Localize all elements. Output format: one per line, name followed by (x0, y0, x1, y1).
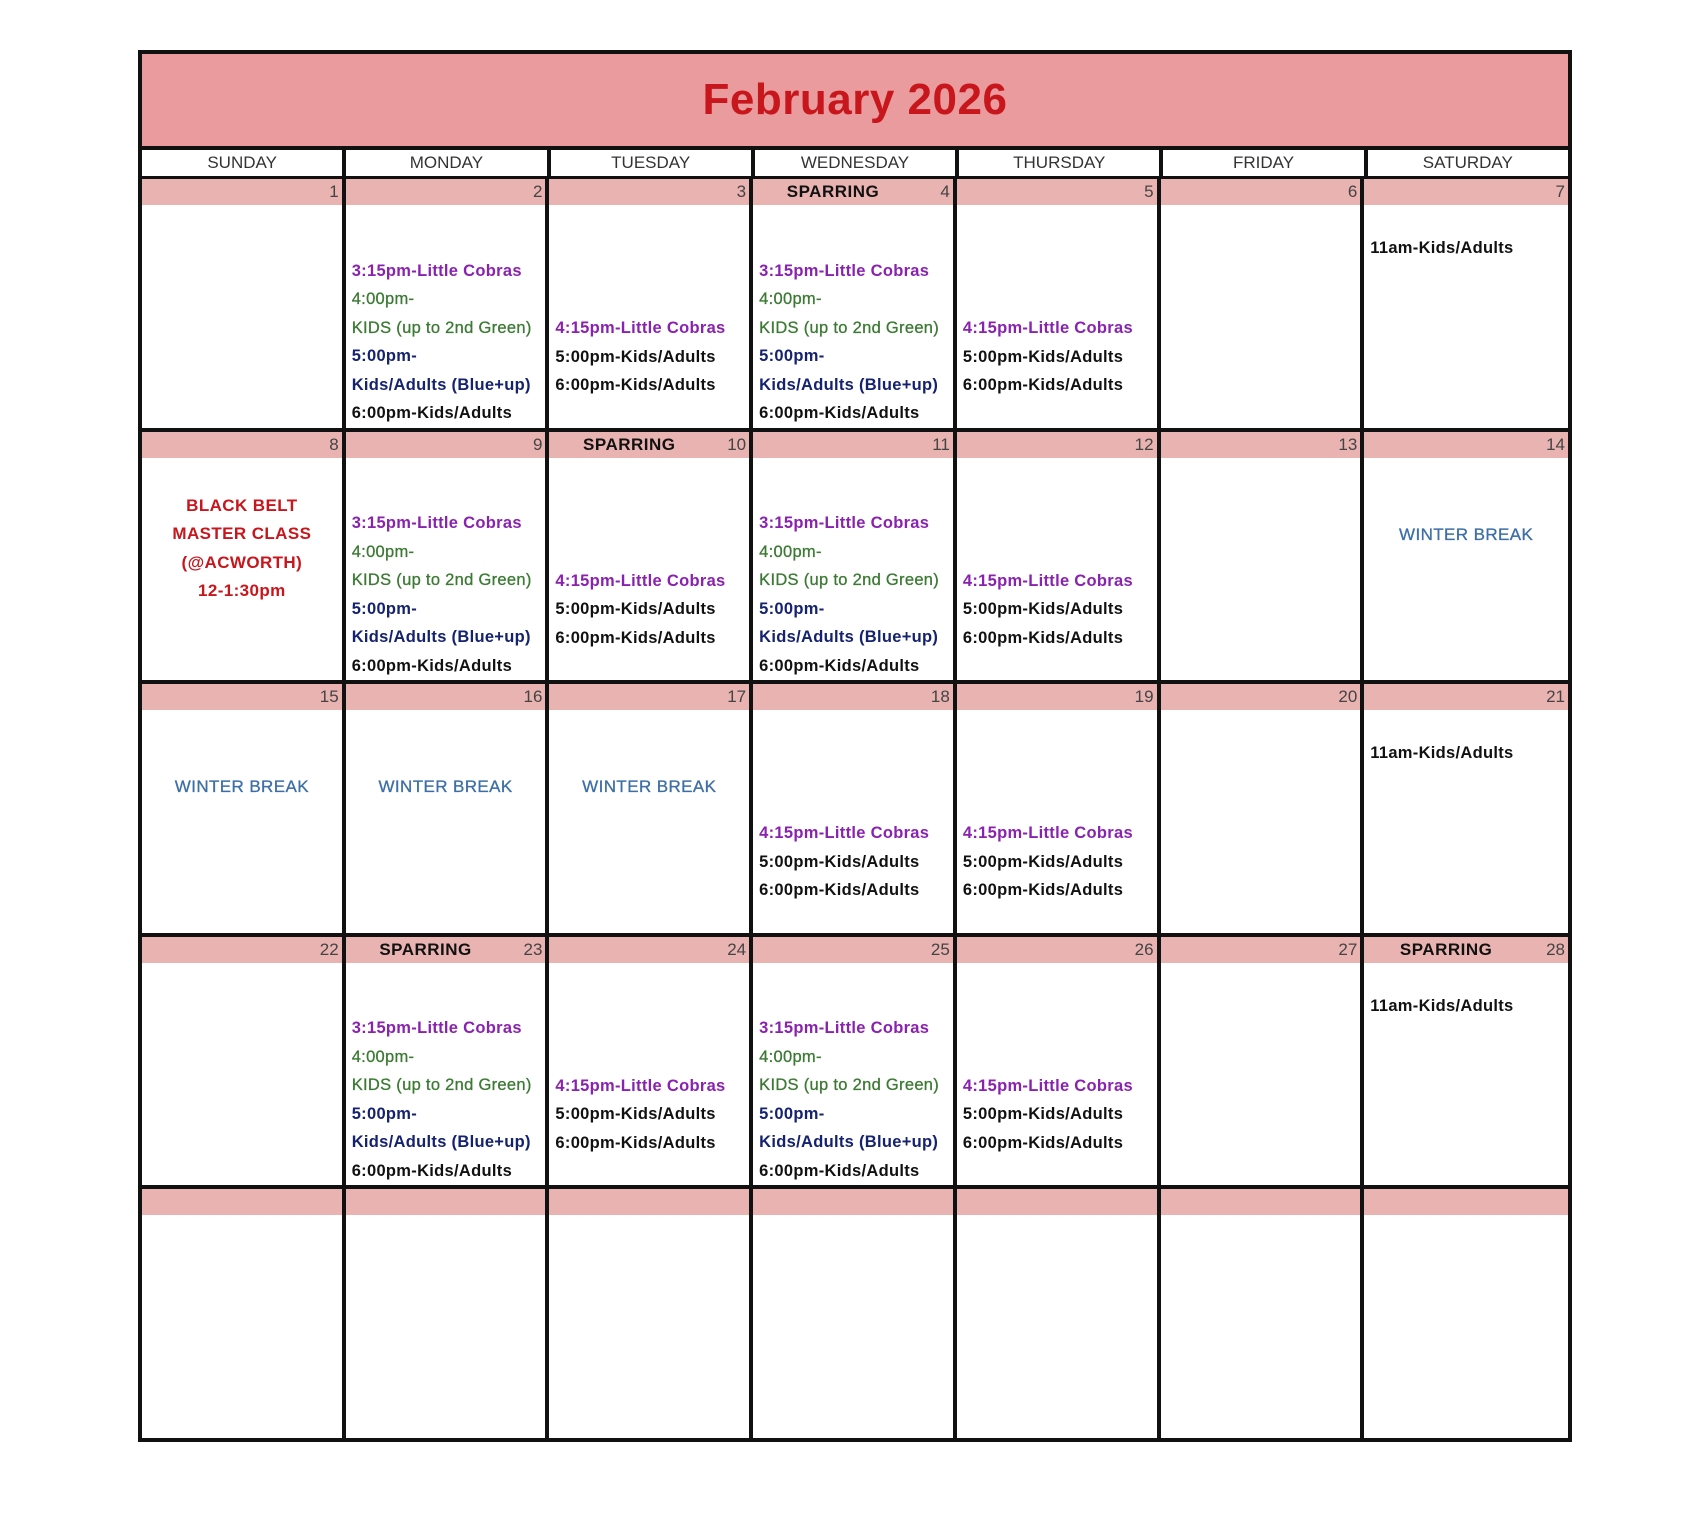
day-number: 27 (1338, 939, 1358, 959)
event-list (963, 314, 1153, 400)
day-number: 15 (319, 687, 339, 707)
calendar-title: February 2026 (702, 75, 1008, 124)
event-kids-adults-600: 6:00pm-Kids/Adults (351, 404, 513, 423)
day-cell-1 (142, 179, 346, 432)
day-cell-14 (1364, 432, 1568, 685)
winter-break-note: WINTER BREAK (582, 777, 717, 797)
day-cell-21 (1364, 684, 1568, 937)
event-kids-adults-600: 6:00pm-Kids/Adults (555, 1133, 716, 1152)
day-cell-27 (1161, 937, 1365, 1190)
event-kids-400-detail: KIDS (up to 2nd Green) (351, 571, 532, 590)
day-cell-20 (1161, 684, 1365, 937)
event-list (963, 819, 1153, 905)
event-list (555, 567, 745, 653)
event-kids-adults-600: 6:00pm-Kids/Adults (555, 628, 716, 647)
day-cell-4 (753, 179, 957, 432)
day-header (753, 432, 953, 458)
day-header (142, 1189, 342, 1215)
day-header (549, 179, 749, 205)
weekday-friday: FRIDAY (1163, 150, 1367, 176)
day-cell-3 (549, 179, 753, 432)
day-cell-24 (549, 937, 753, 1190)
event-little-cobras-315: 3:15pm-Little Cobras (351, 261, 522, 280)
empty-day-cell (753, 1189, 957, 1442)
day-cell-26 (957, 937, 1161, 1190)
sparring-tag: SPARRING (1399, 939, 1493, 959)
weekday-wednesday: WEDNESDAY (755, 150, 959, 176)
day-cell-8 (142, 432, 346, 685)
event-kids-400-detail: KIDS (up to 2nd Green) (759, 571, 940, 590)
event-kids-400-detail: KIDS (up to 2nd Green) (351, 1076, 532, 1095)
day-header (753, 937, 953, 963)
event-blue-500-detail: Kids/Adults (Blue+up) (351, 1133, 531, 1152)
event-little-cobras-315: 3:15pm-Little Cobras (759, 514, 930, 533)
event-kids-adults-600: 6:00pm-Kids/Adults (962, 376, 1124, 395)
day-header (1161, 179, 1361, 205)
empty-day-cell (1364, 1189, 1568, 1442)
day-header (1364, 432, 1568, 458)
day-header (957, 179, 1157, 205)
weekday-sunday: SUNDAY (142, 150, 346, 176)
day-header (1364, 684, 1568, 710)
calendar (138, 50, 1572, 1442)
event-little-cobras-415: 4:15pm-Little Cobras (962, 824, 1133, 843)
event-kids-400-detail: KIDS (up to 2nd Green) (351, 318, 532, 337)
event-little-cobras-315: 3:15pm-Little Cobras (351, 514, 522, 533)
event-kids-adults-600: 6:00pm-Kids/Adults (759, 404, 920, 423)
weekday-saturday: SATURDAY (1422, 153, 1513, 172)
day-header (142, 937, 342, 963)
day-number: 8 (329, 434, 339, 454)
event-list (555, 314, 745, 400)
day-header (549, 684, 749, 710)
day-cell-23 (346, 937, 550, 1190)
event-kids-400-detail: KIDS (up to 2nd Green) (759, 318, 940, 337)
event-list (352, 257, 542, 428)
day-cell-15 (142, 684, 346, 937)
event-blue-500: 5:00pm- (759, 1104, 825, 1123)
sparring-tag: SPARRING (786, 182, 880, 201)
day-number: 16 (523, 687, 543, 707)
event-list (759, 257, 949, 428)
event-little-cobras-415: 4:15pm-Little Cobras (555, 319, 726, 338)
bb-line-2: MASTER CLASS (172, 524, 312, 544)
event-kids-adults-500: 5:00pm-Kids/Adults (555, 347, 716, 366)
event-blue-500-detail: Kids/Adults (Blue+up) (351, 628, 531, 647)
event-kids-adults-500: 5:00pm-Kids/Adults (962, 347, 1124, 366)
day-cell-28 (1364, 937, 1568, 1190)
event-kids-adults-600: 6:00pm-Kids/Adults (759, 881, 920, 900)
day-header (142, 684, 342, 710)
event-blue-500: 5:00pm- (759, 599, 825, 618)
day-number: 28 (1546, 939, 1565, 959)
event-kids-adults-600: 6:00pm-Kids/Adults (351, 1161, 513, 1180)
event-blue-500-detail: Kids/Adults (Blue+up) (759, 375, 939, 394)
winter-break-note: WINTER BREAK (378, 777, 513, 797)
weekday-tuesday: TUESDAY (551, 150, 755, 176)
event-list (352, 509, 542, 680)
event-kids-400: 4:00pm- (759, 1047, 822, 1066)
day-header (957, 684, 1157, 710)
empty-day-cell (549, 1189, 753, 1442)
event-sat-11am: 11am-Kids/Adults (1370, 996, 1514, 1015)
day-cell-2 (346, 179, 550, 432)
day-number: 24 (727, 939, 747, 959)
event-kids-adults-600: 6:00pm-Kids/Adults (962, 1133, 1124, 1152)
calendar-grid (142, 179, 1568, 1442)
event-kids-adults-600: 6:00pm-Kids/Adults (759, 1161, 920, 1180)
empty-day-cell (1161, 1189, 1365, 1442)
day-cell-25 (753, 937, 957, 1190)
event-little-cobras-315: 3:15pm-Little Cobras (351, 1019, 522, 1038)
event-blue-500-detail: Kids/Adults (Blue+up) (759, 628, 939, 647)
event-kids-adults-500: 5:00pm-Kids/Adults (759, 852, 920, 871)
event-little-cobras-315: 3:15pm-Little Cobras (759, 1019, 930, 1038)
event-list (963, 1072, 1153, 1158)
day-header (549, 1189, 749, 1215)
day-header (142, 179, 342, 205)
day-number: 14 (1546, 434, 1565, 454)
day-header (957, 432, 1157, 458)
day-cell-13 (1161, 432, 1365, 685)
event-little-cobras-415: 4:15pm-Little Cobras (759, 824, 930, 843)
day-header (346, 432, 546, 458)
empty-day-cell (346, 1189, 550, 1442)
event-blue-500-detail: Kids/Adults (Blue+up) (351, 375, 531, 394)
day-number: 21 (1546, 687, 1565, 707)
day-number: 20 (1338, 687, 1358, 707)
event-little-cobras-415: 4:15pm-Little Cobras (555, 1076, 726, 1095)
day-header (346, 1189, 546, 1215)
weekday-thursday: THURSDAY (959, 150, 1163, 176)
day-number: 6 (1347, 182, 1358, 201)
day-header (1161, 684, 1361, 710)
event-kids-adults-600: 6:00pm-Kids/Adults (351, 656, 513, 675)
day-cell-10 (549, 432, 753, 685)
day-header (346, 684, 546, 710)
event-kids-adults-600: 6:00pm-Kids/Adults (962, 881, 1124, 900)
bb-line-3: (@ACWORTH) (181, 552, 303, 572)
weekday-monday: MONDAY (346, 150, 550, 176)
day-header (549, 937, 749, 963)
winter-break-note: WINTER BREAK (174, 777, 309, 797)
day-header (753, 1189, 953, 1215)
event-little-cobras-315: 3:15pm-Little Cobras (759, 261, 930, 280)
day-header (346, 179, 546, 205)
day-number: 22 (319, 939, 339, 959)
day-cell-19 (957, 684, 1161, 937)
event-kids-adults-600: 6:00pm-Kids/Adults (555, 376, 716, 395)
day-cell-9 (346, 432, 550, 685)
weekday-header-row (142, 150, 1568, 179)
day-number: 2 (532, 182, 543, 201)
event-sat-11am: 11am-Kids/Adults (1370, 239, 1514, 257)
event-kids-adults-500: 5:00pm-Kids/Adults (962, 600, 1124, 619)
day-cell-6 (1161, 179, 1365, 432)
day-number: 3 (736, 182, 747, 201)
event-kids-adults-600: 6:00pm-Kids/Adults (962, 628, 1124, 647)
day-cell-5 (957, 179, 1161, 432)
event-list (555, 1072, 745, 1158)
sparring-tag: SPARRING (379, 939, 472, 959)
day-number: 11 (932, 434, 950, 454)
event-list (759, 1014, 949, 1185)
day-cell-17 (549, 684, 753, 937)
event-list (759, 819, 949, 905)
event-kids-adults-500: 5:00pm-Kids/Adults (962, 1105, 1124, 1124)
day-cell-7 (1364, 179, 1568, 432)
day-cell-22 (142, 937, 346, 1190)
event-kids-adults-500: 5:00pm-Kids/Adults (555, 1105, 716, 1124)
event-list (759, 509, 949, 680)
day-number: 4 (940, 182, 950, 201)
bb-line-1: BLACK BELT (186, 495, 298, 515)
day-cell-18 (753, 684, 957, 937)
event-kids-adults-500: 5:00pm-Kids/Adults (555, 600, 716, 619)
day-header (549, 432, 749, 458)
day-header (753, 179, 953, 205)
event-blue-500: 5:00pm- (351, 1104, 418, 1123)
event-kids-400: 4:00pm- (759, 290, 822, 309)
day-cell-11 (753, 432, 957, 685)
day-header (1161, 937, 1361, 963)
empty-day-cell (142, 1189, 346, 1442)
empty-day-cell (957, 1189, 1161, 1442)
event-list (963, 567, 1153, 653)
day-cell-12 (957, 432, 1161, 685)
event-blue-500: 5:00pm- (351, 347, 418, 366)
event-little-cobras-415: 4:15pm-Little Cobras (962, 319, 1133, 338)
day-number: 7 (1555, 182, 1565, 201)
day-number: 9 (532, 434, 543, 454)
day-number: 25 (930, 939, 950, 959)
sparring-tag: SPARRING (583, 434, 676, 454)
calendar-header (142, 54, 1568, 150)
winter-break-note: WINTER BREAK (1399, 524, 1534, 544)
day-number: 13 (1338, 434, 1358, 454)
day-header (1364, 179, 1568, 205)
black-belt-master-class (142, 492, 342, 606)
event-kids-adults-600: 6:00pm-Kids/Adults (759, 656, 920, 675)
day-number: 26 (1134, 939, 1154, 959)
day-number: 19 (1134, 687, 1154, 707)
event-blue-500: 5:00pm- (759, 347, 825, 366)
day-header (142, 432, 342, 458)
event-little-cobras-415: 4:15pm-Little Cobras (555, 571, 726, 590)
event-kids-400: 4:00pm- (351, 542, 415, 561)
day-cell-16 (346, 684, 550, 937)
event-kids-400-detail: KIDS (up to 2nd Green) (759, 1076, 940, 1095)
event-little-cobras-415: 4:15pm-Little Cobras (962, 571, 1133, 590)
day-number: 5 (1144, 182, 1154, 201)
day-number: 17 (727, 687, 747, 707)
day-header (753, 684, 953, 710)
event-kids-adults-500: 5:00pm-Kids/Adults (962, 852, 1124, 871)
event-blue-500-detail: Kids/Adults (Blue+up) (759, 1133, 939, 1152)
event-list (352, 1014, 542, 1185)
day-number: 12 (1134, 434, 1154, 454)
day-number: 1 (329, 182, 339, 201)
event-sat-11am: 11am-Kids/Adults (1370, 744, 1514, 763)
event-little-cobras-415: 4:15pm-Little Cobras (962, 1076, 1133, 1095)
day-number: 23 (523, 939, 543, 959)
day-header (1364, 937, 1568, 963)
day-number: 18 (930, 687, 950, 707)
day-header (957, 1189, 1157, 1215)
event-blue-500: 5:00pm- (351, 599, 418, 618)
day-header (957, 937, 1157, 963)
event-kids-400: 4:00pm- (759, 542, 822, 561)
day-header (1161, 1189, 1361, 1215)
day-number: 10 (727, 434, 747, 454)
event-kids-400: 4:00pm- (351, 1047, 415, 1066)
day-header (1161, 432, 1361, 458)
day-header (1364, 1189, 1568, 1215)
event-kids-400: 4:00pm- (351, 290, 415, 309)
day-header (346, 937, 546, 963)
bb-line-4: 12-1:30pm (198, 581, 286, 601)
